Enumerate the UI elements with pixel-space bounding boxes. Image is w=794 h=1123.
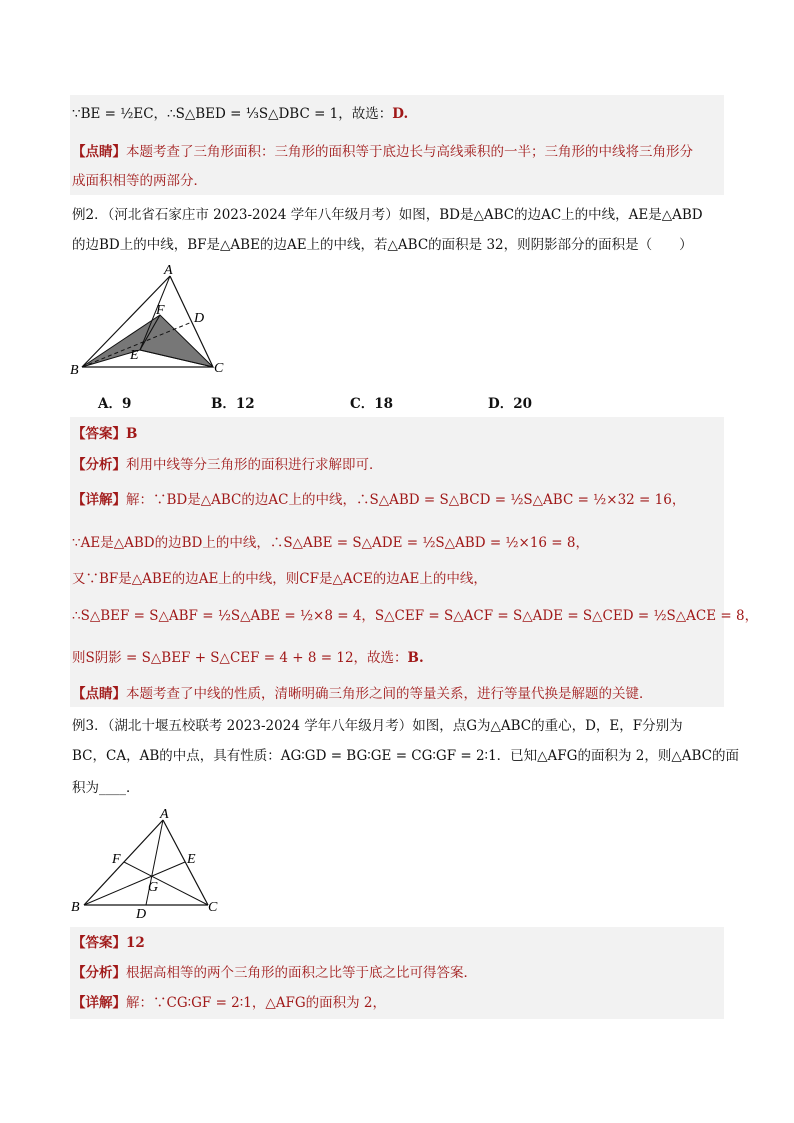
label-d: D [194,311,205,326]
example3-triangle-figure [70,805,230,920]
label-d: D [136,907,147,920]
example1-final-line: ∵BE = ½EC，∴S△BED = ⅓S△DBC = 1，故选：D. [72,106,409,122]
example2-answer: 【答案】B [72,426,138,442]
label-e: E [187,852,196,867]
option-d[interactable]: D．20 [488,396,532,412]
example2-question-line2: 的边BD上的中线，BF是△ABE的边AE上的中线，若△ABC的面积是 32，则阴影部分的面积是（ ） [72,237,693,253]
option-b[interactable]: B．12 [211,396,255,412]
example1-note: 【点睛】本题考查了三角形面积：三角形的面积等于底边长与高线乘积的一半；三角形的中线将三角形分 [72,144,693,160]
label-a: A [160,807,169,822]
example2-triangle-figure [70,262,240,382]
example2-detail-3: 又∵BF是△ABE的边AE上的中线，则CF是△ACE的边AE上的中线， [72,571,487,587]
label-b: B [71,900,80,915]
example2-detail-4: ∴S△BEF = S△ABF = ½S△ABE = ½×8 = 4，S△CEF = S△ACF = S△ADE = S△CED = ½S△ACE = 8， [72,608,759,624]
example3-question-line1: 例3．（湖北十堰五校联考 2023-2024 学年八年级月考）如图，点G为△ABC的重心，D，E，F分别为 [72,718,683,734]
label-c: C [214,361,224,376]
example2-detail-1: 【详解】解：∵BD是△ABC的边AC上的中线，∴S△ABD = S△BCD = ½S△ABC = ½×32 = 16， [72,492,686,508]
label-b: B [70,363,79,378]
example1-note-continued: 成面积相等的两部分． [72,173,207,189]
example3-answer: 【答案】12 [72,935,145,951]
example2-analysis: 【分析】利用中线等分三角形的面积进行求解即可． [72,457,383,473]
example2-conclusion: 则S阴影 = S△BEF + S△CEF = 4 + 8 = 12，故选：B. [72,650,424,666]
side-ac [163,820,208,905]
option-c[interactable]: C．18 [350,396,394,412]
label-e: E [130,348,139,363]
label-c: C [208,900,218,915]
example2-question-line1: 例2．（河北省石家庄市 2023-2024 学年八年级月考）如图，BD是△ABC的边AC上的中线，AE是△ABD [72,207,703,223]
example3-detail: 【详解】解：∵CG∶GF = 2∶1，△AFG的面积为 2， [72,995,387,1011]
example2-note: 【点睛】本题考查了中线的性质，清晰明确三角形之间的等量关系，进行等量代换是解题的关键． [72,686,653,702]
median-cf [124,862,208,905]
label-f: F [156,303,165,318]
example2-detail-2: ∵AE是△ABD的边BD上的中线，∴S△ABE = S△ADE = ½S△ABD = ½×16 = 8， [72,535,589,551]
example3-analysis: 【分析】根据高相等的两个三角形的面积之比等于底之比可得答案． [72,965,477,981]
median-be [84,862,185,905]
label-f: F [112,852,121,867]
option-a[interactable]: A．9 [98,396,132,412]
example3-question-line3: 积为____． [72,780,140,796]
label-g: G [148,880,159,895]
label-a: A [164,263,173,278]
example3-question-line2: BC，CA，AB的中点，具有性质：AG∶GD = BG∶GE = CG∶GF = 2∶1．已知△AFG的面积为 2，则△ABC的面 [72,748,739,764]
